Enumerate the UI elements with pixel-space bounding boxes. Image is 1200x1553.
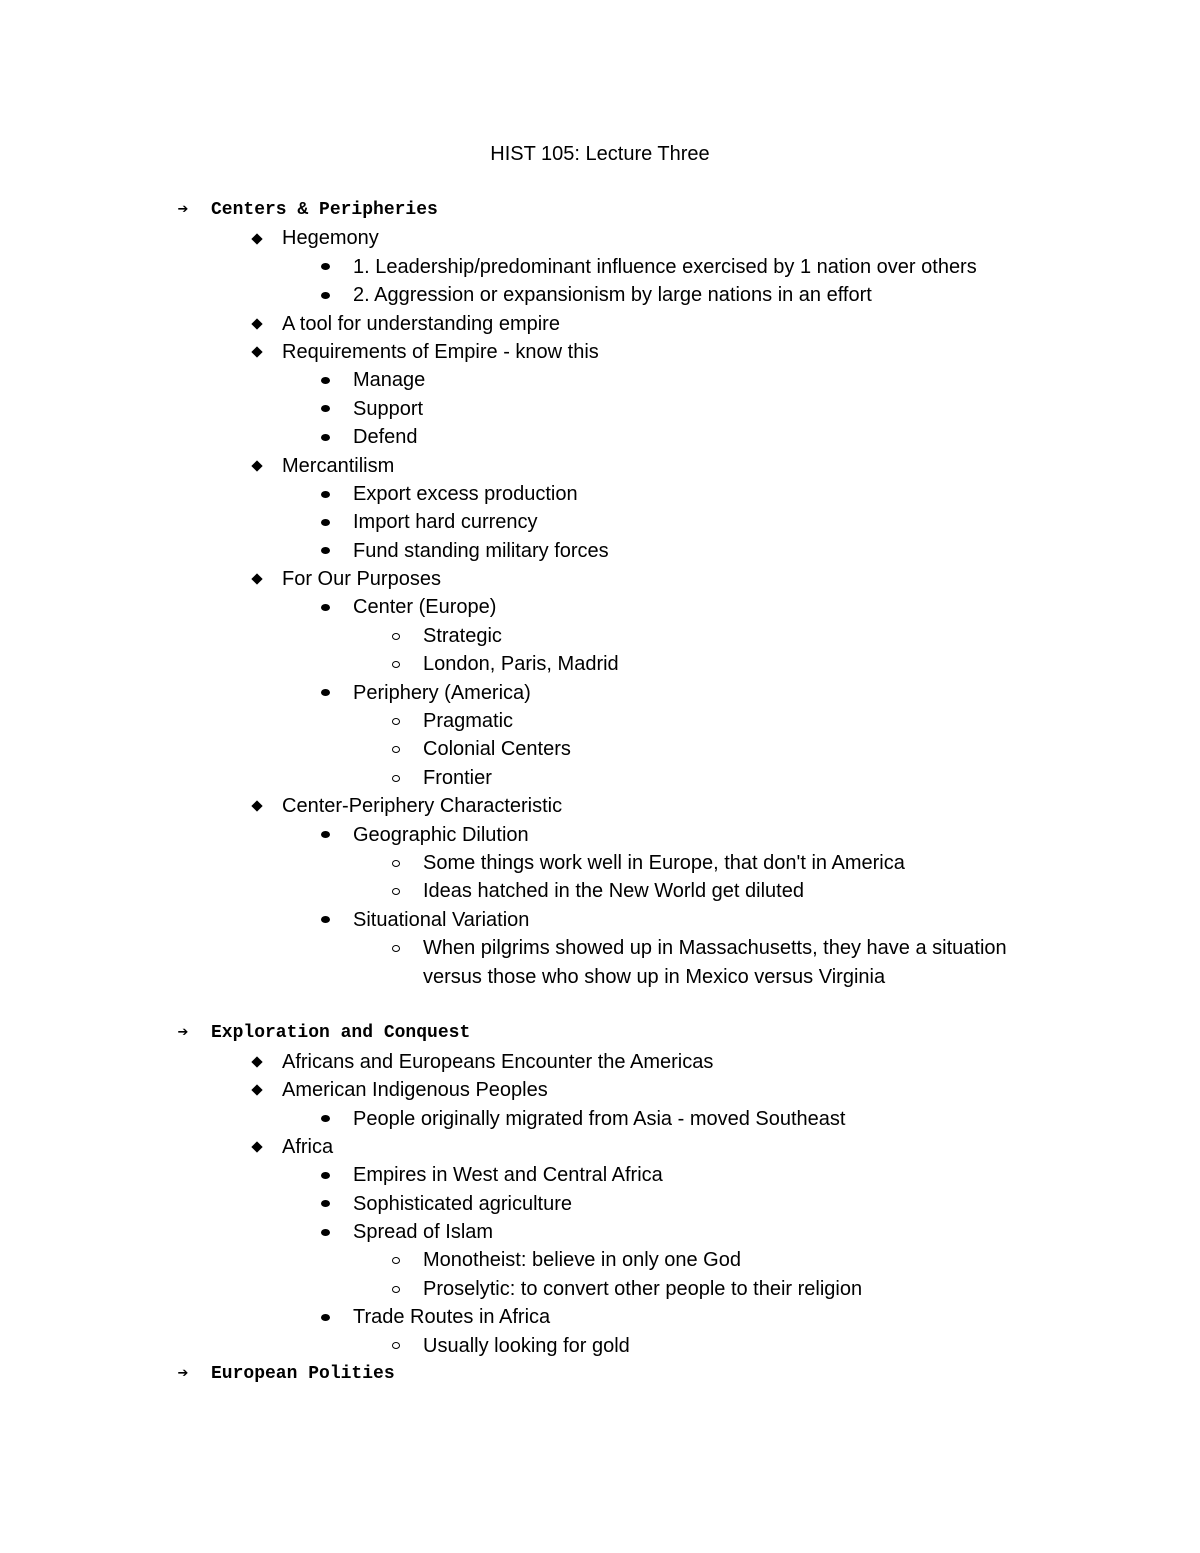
hollow-bullet-icon bbox=[386, 707, 406, 735]
hollow-bullet-icon bbox=[386, 934, 406, 962]
hollow-bullet-icon bbox=[386, 1246, 406, 1274]
list-item bbox=[0, 366, 1200, 394]
list-item-text: Usually looking for gold bbox=[423, 1334, 630, 1357]
diamond-bullet-icon bbox=[247, 224, 267, 252]
list-item-text: Mercantilism bbox=[282, 454, 395, 477]
section-heading-text: Centers & Peripheries bbox=[211, 200, 438, 220]
list-item bbox=[0, 764, 1200, 792]
diamond-bullet-icon bbox=[247, 1076, 267, 1104]
list-item bbox=[0, 1105, 1200, 1133]
diamond-bullet-icon bbox=[247, 565, 267, 593]
list-item-text: London, Paris, Madrid bbox=[423, 653, 619, 676]
diamond-bullet-icon bbox=[247, 1048, 267, 1076]
filled-bullet-icon bbox=[315, 537, 335, 565]
list-item bbox=[0, 1303, 1200, 1331]
list-item-text: Defend bbox=[353, 426, 418, 449]
hollow-bullet-icon bbox=[386, 650, 406, 678]
section-heading bbox=[0, 196, 1200, 224]
outline-list bbox=[0, 196, 1200, 1388]
list-item bbox=[0, 735, 1200, 763]
filled-bullet-icon bbox=[315, 508, 335, 536]
list-item-text: American Indigenous Peoples bbox=[282, 1079, 548, 1102]
list-item-text: Pragmatic bbox=[423, 710, 514, 733]
filled-bullet-icon bbox=[315, 679, 335, 707]
list-item-text: Africans and Europeans Encounter the Americas bbox=[282, 1050, 714, 1073]
list-item bbox=[0, 707, 1200, 735]
list-item-text: Center (Europe) bbox=[353, 596, 497, 619]
list-item bbox=[0, 1076, 1200, 1104]
list-item-text: Fund standing military forces bbox=[353, 539, 609, 562]
list-item bbox=[0, 1161, 1200, 1189]
filled-bullet-icon bbox=[315, 253, 335, 281]
list-item bbox=[0, 508, 1200, 536]
list-item-text: People originally migrated from Asia - moved Southeast bbox=[353, 1107, 846, 1130]
list-item-text: Proselytic: to convert other people to their religion bbox=[423, 1277, 863, 1300]
hollow-bullet-icon bbox=[386, 764, 406, 792]
list-item bbox=[0, 1190, 1200, 1218]
list-item-text: Hegemony bbox=[282, 227, 379, 250]
filled-bullet-icon bbox=[315, 366, 335, 394]
list-item bbox=[0, 792, 1200, 820]
list-item-text: Requirements of Empire - know this bbox=[282, 340, 599, 363]
filled-bullet-icon bbox=[315, 593, 335, 621]
list-item-text: Import hard currency bbox=[353, 511, 538, 534]
filled-bullet-icon bbox=[315, 423, 335, 451]
list-item-text: 2. Aggression or expansionism by large nations in an effort bbox=[353, 284, 872, 307]
list-item bbox=[0, 423, 1200, 451]
filled-bullet-icon bbox=[315, 1105, 335, 1133]
list-item bbox=[0, 877, 1200, 905]
hollow-bullet-icon bbox=[386, 735, 406, 763]
hollow-bullet-icon bbox=[386, 1275, 406, 1303]
document-title: HIST 105: Lecture Three bbox=[490, 143, 710, 165]
list-item bbox=[0, 338, 1200, 366]
list-item bbox=[0, 1133, 1200, 1161]
list-item bbox=[0, 934, 1200, 962]
list-item bbox=[0, 480, 1200, 508]
list-item bbox=[0, 452, 1200, 480]
list-item bbox=[0, 849, 1200, 877]
list-item bbox=[0, 593, 1200, 621]
hollow-bullet-icon bbox=[386, 1332, 406, 1360]
filled-bullet-icon bbox=[315, 1303, 335, 1331]
list-item bbox=[0, 395, 1200, 423]
list-item-text: Trade Routes in Africa bbox=[353, 1306, 551, 1329]
list-item-text: Empires in West and Central Africa bbox=[353, 1164, 663, 1187]
list-item bbox=[0, 537, 1200, 565]
list-item-text: Manage bbox=[353, 369, 426, 392]
list-item bbox=[0, 1275, 1200, 1303]
diamond-bullet-icon bbox=[247, 452, 267, 480]
list-item-text: versus those who show up in Mexico versus Virginia bbox=[423, 965, 886, 988]
list-item bbox=[0, 1218, 1200, 1246]
list-item bbox=[0, 1048, 1200, 1076]
filled-bullet-icon bbox=[315, 281, 335, 309]
section-heading-text: Exploration and Conquest bbox=[211, 1023, 471, 1044]
list-item-text: Some things work well in Europe, that don't in America bbox=[423, 851, 905, 874]
list-item bbox=[0, 281, 1200, 309]
list-item-text: Frontier bbox=[423, 766, 492, 789]
list-item-text: A tool for understanding empire bbox=[282, 312, 560, 335]
list-item-text: 1. Leadership/predominant influence exercised by 1 nation over others bbox=[353, 255, 977, 278]
hollow-bullet-icon bbox=[386, 849, 406, 877]
list-item bbox=[0, 224, 1200, 252]
list-item-text: Center-Periphery Characteristic bbox=[282, 795, 563, 818]
filled-bullet-icon bbox=[315, 480, 335, 508]
hollow-bullet-icon bbox=[386, 622, 406, 650]
hollow-bullet-icon bbox=[386, 877, 406, 905]
list-item bbox=[0, 679, 1200, 707]
arrow-icon: ➔ bbox=[177, 202, 189, 217]
filled-bullet-icon bbox=[315, 906, 335, 934]
list-item-text: Colonial Centers bbox=[423, 738, 571, 761]
diamond-bullet-icon bbox=[247, 310, 267, 338]
section-heading bbox=[0, 1019, 1200, 1047]
list-item-text: Africa bbox=[282, 1135, 334, 1158]
filled-bullet-icon bbox=[315, 821, 335, 849]
list-item bbox=[0, 622, 1200, 650]
section-heading bbox=[0, 1360, 1200, 1388]
list-item bbox=[0, 1332, 1200, 1360]
list-item-text: Spread of Islam bbox=[353, 1221, 494, 1244]
filled-bullet-icon bbox=[315, 1190, 335, 1218]
list-item bbox=[0, 565, 1200, 593]
list-item-text: Strategic bbox=[423, 624, 502, 647]
list-item-text: Sophisticated agriculture bbox=[353, 1192, 573, 1215]
list-item-text: Monotheist: believe in only one God bbox=[423, 1249, 741, 1272]
list-item-text: Ideas hatched in the New World get diluted bbox=[423, 880, 804, 903]
list-item-continuation bbox=[0, 963, 1200, 991]
list-item-text: Export excess production bbox=[353, 482, 578, 505]
list-item-text: Situational Variation bbox=[353, 908, 530, 931]
list-item bbox=[0, 253, 1200, 281]
filled-bullet-icon bbox=[315, 395, 335, 423]
diamond-bullet-icon bbox=[247, 792, 267, 820]
arrow-icon: ➔ bbox=[177, 1025, 189, 1041]
list-item-text: Support bbox=[353, 397, 424, 420]
list-item bbox=[0, 821, 1200, 849]
diamond-bullet-icon bbox=[247, 338, 267, 366]
list-item bbox=[0, 1246, 1200, 1274]
filled-bullet-icon bbox=[315, 1161, 335, 1189]
list-item-text: Geographic Dilution bbox=[353, 823, 529, 846]
list-item bbox=[0, 650, 1200, 678]
list-item bbox=[0, 906, 1200, 934]
arrow-icon: ➔ bbox=[177, 1366, 189, 1382]
list-item-text: For Our Purposes bbox=[282, 568, 441, 591]
list-item bbox=[0, 310, 1200, 338]
filled-bullet-icon bbox=[315, 1218, 335, 1246]
list-item-text: Periphery (America) bbox=[353, 681, 531, 704]
section-heading-text: European Polities bbox=[211, 1364, 395, 1385]
blank-line bbox=[0, 991, 1200, 1019]
diamond-bullet-icon bbox=[247, 1133, 267, 1161]
list-item-text: When pilgrims showed up in Massachusetts, they have a situation bbox=[423, 937, 1007, 960]
